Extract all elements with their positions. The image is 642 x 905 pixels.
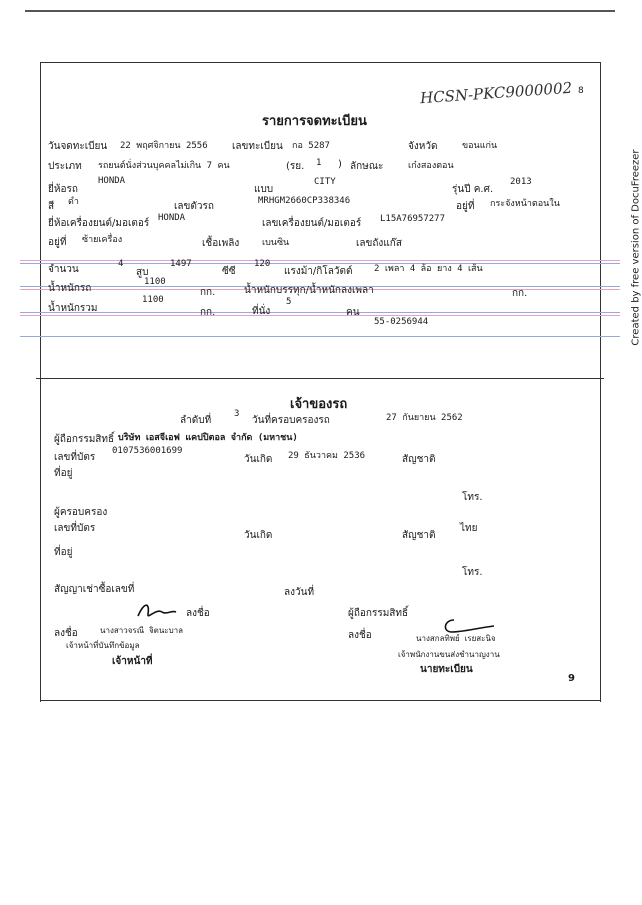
signature-label-c: ลงชื่อ — [348, 630, 372, 641]
chassis: MRHGM2660CP338346 — [258, 196, 351, 206]
hp: 120 — [254, 259, 271, 269]
signer-right-name: นางสกลทิพย์ เรยสะนิจ — [416, 634, 496, 643]
engine-pos: ซ้ายเครื่อง — [82, 235, 123, 245]
nationality2-label: สัญชาติ — [402, 530, 436, 541]
page-number: 9 — [568, 673, 575, 684]
weight-label: น้ำหนักรถ — [48, 283, 92, 294]
reg-date-label: วันจดทะเบียน — [48, 141, 108, 152]
signature-label-b: ลงชื่อ — [54, 628, 78, 639]
scan-top-edge — [25, 10, 615, 12]
signature-label-a: ลงชื่อ — [186, 608, 210, 619]
id-label: เลขที่บัตร — [54, 452, 96, 463]
id2-label: เลขที่บัตร — [54, 523, 96, 534]
ry: 1 — [316, 158, 322, 168]
reg-no: กอ 5287 — [292, 141, 330, 151]
tel2-label: โทร. — [462, 567, 483, 578]
possession-date: 27 กันยายน 2562 — [386, 413, 463, 423]
load-label: น้ำหนักบรรทุก/น้ำหนักลงเพลา — [244, 285, 374, 296]
ry-close: ) — [338, 159, 342, 170]
year: 2013 — [510, 177, 532, 187]
reg-date: 22 พฤศจิกายน 2556 — [120, 141, 208, 151]
signature-left — [134, 598, 178, 624]
kg-1: กก. — [200, 287, 216, 298]
watermark: Created by free version of DocuFreezer — [630, 149, 642, 346]
birth2-label: วันเกิด — [244, 530, 273, 541]
address2-label: ที่อยู่ — [54, 547, 73, 558]
engine-no: L15A76957277 — [380, 214, 446, 224]
color-label: สี — [48, 201, 55, 212]
signer-left-role: เจ้าหน้าที่บันทึกข้อมูล — [66, 641, 140, 650]
ruled-line — [20, 260, 620, 261]
page-mark: 8 — [578, 86, 584, 96]
engine-no-label: เลขเครื่องยนต์/มอเตอร์ — [262, 218, 362, 229]
type: รถยนต์นั่งส่วนบุคคลไม่เกิน 7 คน — [98, 161, 230, 171]
stamp-number: 55-0256944 — [374, 317, 429, 327]
owner-signature-label: ผู้ถือกรรมสิทธิ์ — [348, 608, 409, 619]
kg-3: กก. — [200, 307, 216, 318]
color: ดำ — [68, 197, 79, 207]
province-label: จังหวัด — [408, 141, 438, 152]
brand: HONDA — [98, 176, 126, 186]
total: 1100 — [142, 295, 164, 305]
card-bottom-border — [40, 700, 600, 701]
type-label: ประเภท — [48, 161, 82, 172]
engine-pos-label: อยู่ที่ — [48, 237, 67, 248]
seats: 5 — [286, 297, 292, 307]
contract-label: สัญญาเช่าซื้อเลขที่ — [54, 584, 135, 595]
total-label: น้ำหนักรวม — [48, 303, 98, 314]
signer-right-title: นายทะเบียน — [420, 664, 473, 675]
axles: 2 เพลา 4 ล้อ ยาง 4 เส้น — [374, 264, 483, 274]
possessor-label: ผู้ครอบครอง — [54, 507, 108, 518]
address-label: ที่อยู่ — [54, 468, 73, 479]
signer-right-role: เจ้าพนักงานขนส่งชำนาญงาน — [398, 650, 500, 659]
province: ขอนแก่น — [462, 141, 498, 151]
seats-label: ที่นั่ง — [252, 306, 271, 317]
seats-unit: คน — [346, 307, 360, 318]
model-label: แบบ — [254, 184, 274, 195]
section-divider — [36, 378, 604, 379]
nationality2: ไทย — [460, 523, 478, 534]
cyl-label: สูบ — [136, 267, 149, 278]
engine-brand: HONDA — [158, 213, 186, 223]
card-top-border — [40, 62, 600, 63]
registration-title: รายการจดทะเบียน — [262, 114, 367, 129]
nationality-label: สัญชาติ — [402, 454, 436, 465]
brand-label: ยี่ห้อรถ — [48, 184, 78, 195]
owner-label: ผู้ถือกรรมสิทธิ์ — [54, 434, 115, 445]
year-label: รุ่นปี ค.ศ. — [452, 184, 494, 195]
card-right-border — [600, 62, 601, 702]
id-number: 0107536001699 — [112, 446, 183, 456]
tel-label: โทร. — [462, 492, 483, 503]
possession-date-label: วันที่ครอบครองรถ — [252, 415, 330, 426]
style-label: ลักษณะ — [350, 161, 384, 172]
signer-left-title: เจ้าหน้าที่ — [112, 656, 153, 667]
card-left-border — [40, 62, 41, 702]
tank-label: เลขถังแก๊ส — [356, 238, 402, 249]
owner-name: บริษัท เอสจีเอฟ แคปปิตอล จำกัด (มหาชน) — [118, 433, 298, 443]
hp-label: แรงม้า/กิโลวัตต์ — [284, 266, 353, 277]
seq-label: ลำดับที่ — [180, 415, 212, 426]
handwritten-code: HCSN-PKC9000002 — [419, 78, 573, 108]
ruled-line — [20, 315, 620, 316]
seq: 3 — [234, 409, 240, 419]
reg-no-label: เลขทะเบียน — [232, 141, 283, 152]
contract-date-label: ลงวันที่ — [284, 587, 315, 598]
model: CITY — [314, 177, 336, 187]
qty: 4 — [118, 259, 124, 269]
qty-label: จำนวน — [48, 264, 79, 275]
ruled-line — [20, 336, 620, 337]
chassis-pos-label: อยู่ที่ — [456, 201, 475, 212]
ruled-line — [20, 312, 620, 313]
fuel: เบนซิน — [262, 238, 290, 248]
engine-brand-label: ยี่ห้อเครื่องยนต์/มอเตอร์ — [48, 218, 150, 229]
chassis-label: เลขตัวรถ — [174, 201, 214, 212]
weight: 1100 — [144, 277, 166, 287]
owner-title: เจ้าของรถ — [290, 397, 348, 412]
chassis-pos: กระจังหน้าตอนใน — [490, 199, 560, 209]
ry-label: (รย. — [286, 161, 305, 172]
signer-left-name: นางสาวจรณี จิตนะบาล — [100, 626, 184, 635]
cc: 1497 — [170, 259, 192, 269]
fuel-label: เชื้อเพลิง — [202, 238, 240, 249]
kg-2: กก. — [512, 288, 528, 299]
cc-label: ซีซี — [222, 266, 236, 277]
birth-label: วันเกิด — [244, 454, 273, 465]
style: เก๋งสองตอน — [408, 161, 454, 171]
birth-date: 29 ธันวาคม 2536 — [288, 451, 366, 461]
